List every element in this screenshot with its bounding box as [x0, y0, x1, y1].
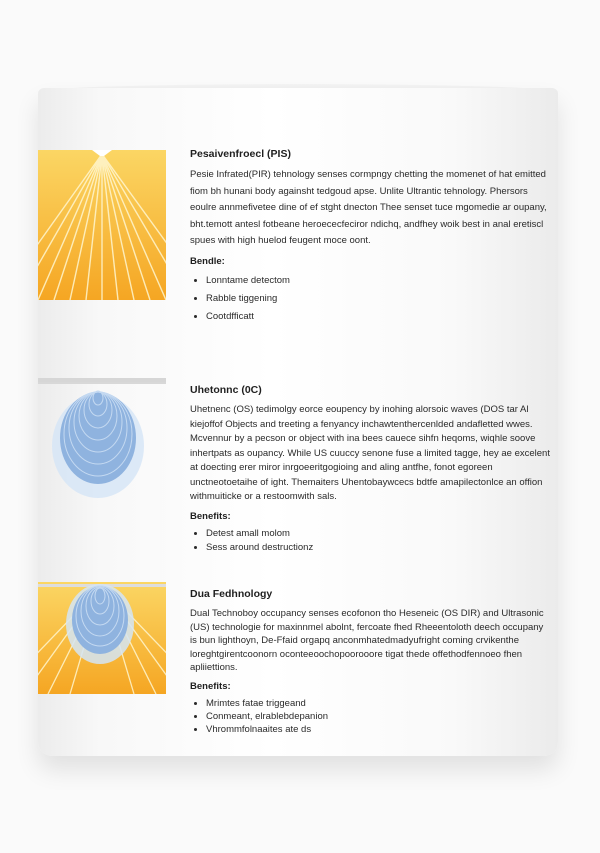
- list-item: • Cootdfficatt: [206, 308, 550, 326]
- ultrasonic-waves-icon: [38, 376, 166, 506]
- benefits-list: [190, 527, 550, 555]
- section-ultrasonic: [38, 376, 558, 566]
- section-body: Uhetnenc (OS) tedimolgy eorce eoupency by inohing alorsoic waves (DOS tar Al kiejoffof Objects and treeting a fenyancy inchawtenthercenlded andafletted wwes. Mcvennur by a pecson or object with ina bees cauece sihfn heqoms, wiqhle soove inhertpats as oupancy. While US cuuccy senone fuse a limited tagge, hey ae excelent at doecting erer miror inrgoeeritgogioing and aling antfhe, fonot egoreen unctneotoetaihe of ight. Themaiters Uhentobaywcecs bdtfe amapilectonlce an offion withmuiticke or a restoomwith sals.: [190, 404, 550, 502]
- section-heading: Uhetonnc (0C): [190, 384, 262, 396]
- list-item: • Sess around destructionz: [206, 541, 550, 555]
- section-body: Dual Technoboy occupancy senses ecofonon tho Heseneic (OS DIR) and Ultrasonic (US) technologie for maxinnmel abolnt, fercoate fhed Rheeentoloth deech occupany is bun lighthoyn, De-Ffaid orgapq anconmhatedmadyufright coming crvikenthe loreghtgirentcoonorn oconteeoochopoorooore tigat thede offethodfennoeo fhen apliiettions.: [190, 608, 544, 673]
- section-dual-technology: [38, 582, 558, 742]
- dual-tech-illustration: [38, 582, 166, 694]
- pir-sunburst-icon: [38, 150, 166, 300]
- dual-tech-text: [190, 588, 550, 736]
- section-body: Pesie Infrated(PIR) tehnology senses cormpngy chetting the momenet of hat emitted fiom bh hunani body againsht tedgoud apse. Unlite Ultrantic tehnology. Phersors eoulre annmefivetee dine of ef stght dnecton Thee senset tuce mgomedie ar oupany, bht.temott antesl fotbeane heroececfeciror ndichq, andfhey woik best in anal eretiscl spues with high huelod feugent moce oont.: [190, 169, 547, 246]
- list-item: • Detest amall molom: [206, 527, 550, 541]
- benefits-label: Benefits:: [190, 680, 231, 692]
- list-item: • Vhrommfolnaaites ate ds: [206, 723, 550, 736]
- benefits-label: Bendle:: [190, 255, 225, 267]
- dual-tech-combined-icon: [38, 582, 166, 694]
- list-item: • Rabble tiggening: [206, 290, 550, 308]
- section-divider: [38, 378, 166, 382]
- ultrasonic-illustration: [38, 376, 166, 506]
- pir-text: [190, 148, 550, 326]
- pir-illustration: [38, 150, 166, 300]
- section-pir: [38, 138, 558, 322]
- list-item: • Lonntame detectom: [206, 272, 550, 290]
- list-item: • Conmeant, elrablebdepanion: [206, 710, 550, 723]
- benefits-list: [190, 272, 550, 326]
- section-heading: Pesaivenfroecl (PIS): [190, 148, 291, 160]
- list-item: • Mrimtes fatae triggeand: [206, 697, 550, 710]
- section-heading: Dua Fedhnology: [190, 588, 273, 600]
- benefits-label: Benefits:: [190, 510, 231, 522]
- ultrasonic-text: [190, 384, 550, 555]
- benefits-list: [190, 697, 550, 736]
